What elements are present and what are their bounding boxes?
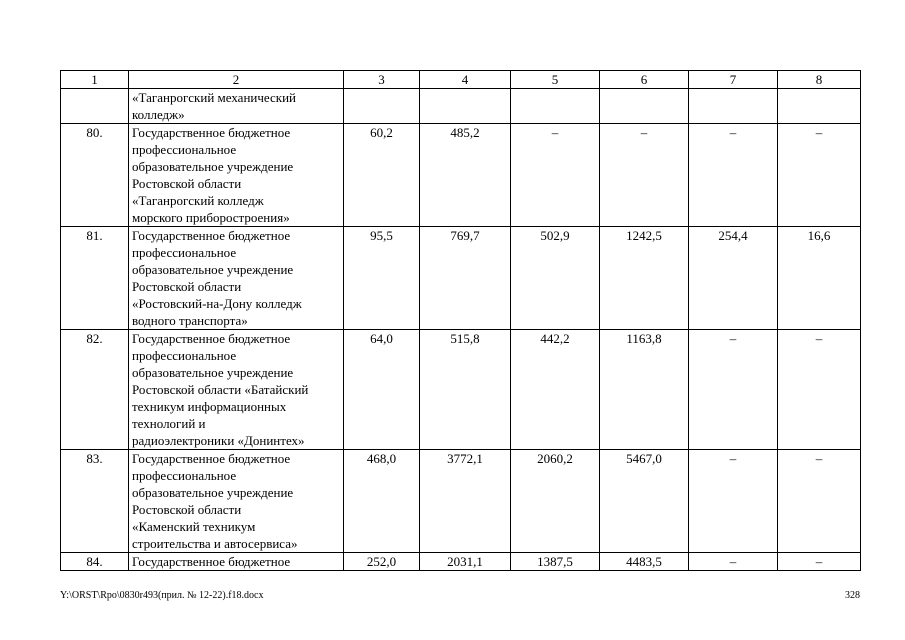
- institution-name: «Таганрогский механический колледж»: [129, 89, 344, 124]
- cell-col8: –: [778, 450, 861, 553]
- institution-name: Государственное бюджетное профессиональное образовательное учреждение Ростовской области «Таганрогский колледж морского приборостроения»: [129, 124, 344, 227]
- row-number: [61, 89, 129, 124]
- cell-col3: 64,0: [344, 330, 420, 450]
- data-table: [60, 70, 861, 571]
- table-row: [61, 450, 861, 553]
- cell-col8: –: [778, 553, 861, 571]
- cell-col6: 1163,8: [600, 330, 689, 450]
- institution-name: Государственное бюджетное профессиональное образовательное учреждение Ростовской области «Ростовский-на-Дону колледж водного транспорта»: [129, 227, 344, 330]
- cell-col6: 4483,5: [600, 553, 689, 571]
- row-number: 80.: [61, 124, 129, 227]
- cell-col4: 769,7: [420, 227, 511, 330]
- header-row: [61, 71, 861, 89]
- institution-name: Государственное бюджетное: [129, 553, 344, 571]
- row-number: 84.: [61, 553, 129, 571]
- cell-col3: 468,0: [344, 450, 420, 553]
- cell-col3: [344, 89, 420, 124]
- row-number: 83.: [61, 450, 129, 553]
- cell-col5: –: [511, 124, 600, 227]
- cell-col6: 1242,5: [600, 227, 689, 330]
- column-header: 5: [511, 71, 600, 89]
- column-header: 8: [778, 71, 861, 89]
- cell-col6: [600, 89, 689, 124]
- cell-col7: –: [689, 124, 778, 227]
- row-number: 82.: [61, 330, 129, 450]
- table-row: [61, 124, 861, 227]
- cell-col5: 1387,5: [511, 553, 600, 571]
- table-row: [61, 330, 861, 450]
- cell-col3: 60,2: [344, 124, 420, 227]
- institution-name: Государственное бюджетное профессиональное образовательное учреждение Ростовской области «Батайский техникум информационных технологий и радиоэлектроники «Донинтех»: [129, 330, 344, 450]
- cell-col5: 502,9: [511, 227, 600, 330]
- table-row: [61, 553, 861, 571]
- cell-col7: –: [689, 553, 778, 571]
- cell-col7: –: [689, 330, 778, 450]
- page-number: 328: [845, 590, 860, 601]
- cell-col5: [511, 89, 600, 124]
- cell-col7: 254,4: [689, 227, 778, 330]
- table-row: [61, 227, 861, 330]
- cell-col6: 5467,0: [600, 450, 689, 553]
- cell-col5: 2060,2: [511, 450, 600, 553]
- column-header: 3: [344, 71, 420, 89]
- institution-name: Государственное бюджетное профессиональное образовательное учреждение Ростовской области «Каменский техникум строительства и автосервиса»: [129, 450, 344, 553]
- column-header: 2: [129, 71, 344, 89]
- cell-col8: –: [778, 330, 861, 450]
- column-header: 4: [420, 71, 511, 89]
- column-header: 6: [600, 71, 689, 89]
- table-row: [61, 89, 861, 124]
- cell-col3: 252,0: [344, 553, 420, 571]
- row-number: 81.: [61, 227, 129, 330]
- cell-col3: 95,5: [344, 227, 420, 330]
- cell-col5: 442,2: [511, 330, 600, 450]
- cell-col8: –: [778, 124, 861, 227]
- cell-col8: 16,6: [778, 227, 861, 330]
- column-header: 7: [689, 71, 778, 89]
- cell-col4: 485,2: [420, 124, 511, 227]
- cell-col7: [689, 89, 778, 124]
- footer-file-path: Y:\ORST\Rpo\0830r493(прил. № 12-22).f18.docx: [60, 590, 264, 601]
- cell-col4: 2031,1: [420, 553, 511, 571]
- column-header: 1: [61, 71, 129, 89]
- cell-col4: 515,8: [420, 330, 511, 450]
- cell-col7: –: [689, 450, 778, 553]
- cell-col4: 3772,1: [420, 450, 511, 553]
- cell-col6: –: [600, 124, 689, 227]
- cell-col4: [420, 89, 511, 124]
- cell-col8: [778, 89, 861, 124]
